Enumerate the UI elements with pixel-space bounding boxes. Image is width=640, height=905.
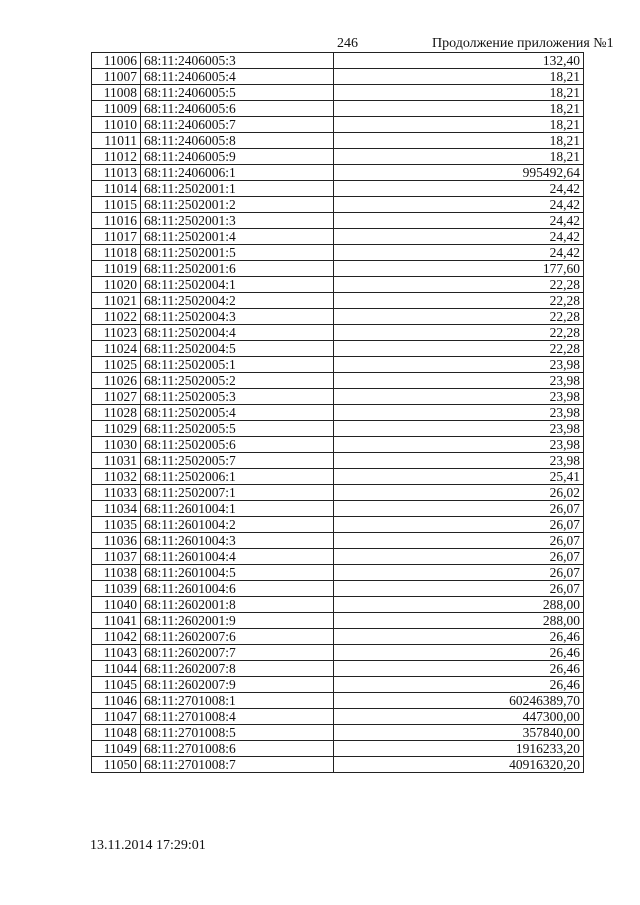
value-cell: 24,42 — [334, 181, 584, 197]
table-row — [92, 741, 584, 757]
row-number-cell: 11023 — [92, 325, 141, 341]
table-row — [92, 373, 584, 389]
cadastral-number-cell: 68:11:2701008:4 — [141, 709, 334, 725]
cadastral-number-cell: 68:11:2602007:8 — [141, 661, 334, 677]
row-number-cell: 11006 — [92, 53, 141, 69]
value-cell: 177,60 — [334, 261, 584, 277]
value-cell: 26,07 — [334, 565, 584, 581]
value-cell: 24,42 — [334, 197, 584, 213]
row-number-cell: 11043 — [92, 645, 141, 661]
row-number-cell: 11028 — [92, 405, 141, 421]
table-row — [92, 693, 584, 709]
value-cell: 18,21 — [334, 85, 584, 101]
value-cell: 357840,00 — [334, 725, 584, 741]
table-row — [92, 293, 584, 309]
row-number-cell: 11036 — [92, 533, 141, 549]
table-row — [92, 389, 584, 405]
continuation-heading: Продолжение приложения №1 — [432, 36, 614, 51]
value-cell: 23,98 — [334, 437, 584, 453]
footer-timestamp: 13.11.2014 17:29:01 — [90, 838, 206, 853]
cadastral-number-cell: 68:11:2502001:4 — [141, 229, 334, 245]
row-number-cell: 11009 — [92, 101, 141, 117]
table-row — [92, 725, 584, 741]
cadastral-number-cell: 68:11:2601004:4 — [141, 549, 334, 565]
cadastral-number-cell: 68:11:2602007:9 — [141, 677, 334, 693]
value-cell: 18,21 — [334, 69, 584, 85]
value-cell: 26,46 — [334, 629, 584, 645]
row-number-cell: 11011 — [92, 133, 141, 149]
value-cell: 22,28 — [334, 325, 584, 341]
cadastral-number-cell: 68:11:2406005:3 — [141, 53, 334, 69]
table-row — [92, 565, 584, 581]
row-number-cell: 11035 — [92, 517, 141, 533]
table-row — [92, 133, 584, 149]
cadastral-number-cell: 68:11:2502001:6 — [141, 261, 334, 277]
cadastral-number-cell: 68:11:2701008:1 — [141, 693, 334, 709]
row-number-cell: 11044 — [92, 661, 141, 677]
table-row — [92, 165, 584, 181]
cadastral-number-cell: 68:11:2502005:1 — [141, 357, 334, 373]
row-number-cell: 11037 — [92, 549, 141, 565]
value-cell: 995492,64 — [334, 165, 584, 181]
cadastral-number-cell: 68:11:2602007:6 — [141, 629, 334, 645]
value-cell: 132,40 — [334, 53, 584, 69]
value-cell: 26,07 — [334, 501, 584, 517]
row-number-cell: 11030 — [92, 437, 141, 453]
table-row — [92, 453, 584, 469]
row-number-cell: 11048 — [92, 725, 141, 741]
row-number-cell: 11021 — [92, 293, 141, 309]
cadastral-number-cell: 68:11:2406005:6 — [141, 101, 334, 117]
row-number-cell: 11013 — [92, 165, 141, 181]
cadastral-number-cell: 68:11:2502005:5 — [141, 421, 334, 437]
cadastral-number-cell: 68:11:2502001:2 — [141, 197, 334, 213]
row-number-cell: 11049 — [92, 741, 141, 757]
value-cell: 23,98 — [334, 357, 584, 373]
row-number-cell: 11047 — [92, 709, 141, 725]
cadastral-number-cell: 68:11:2502006:1 — [141, 469, 334, 485]
row-number-cell: 11019 — [92, 261, 141, 277]
value-cell: 22,28 — [334, 309, 584, 325]
cadastral-number-cell: 68:11:2406006:1 — [141, 165, 334, 181]
value-cell: 40916320,20 — [334, 757, 584, 773]
value-cell: 23,98 — [334, 421, 584, 437]
value-cell: 18,21 — [334, 149, 584, 165]
value-cell: 24,42 — [334, 229, 584, 245]
row-number-cell: 11008 — [92, 85, 141, 101]
cadastral-number-cell: 68:11:2406005:4 — [141, 69, 334, 85]
table-row — [92, 645, 584, 661]
row-number-cell: 11034 — [92, 501, 141, 517]
table-row — [92, 661, 584, 677]
table-row — [92, 533, 584, 549]
row-number-cell: 11045 — [92, 677, 141, 693]
table-row — [92, 53, 584, 69]
row-number-cell: 11020 — [92, 277, 141, 293]
row-number-cell: 11031 — [92, 453, 141, 469]
table-row — [92, 709, 584, 725]
cadastral-number-cell: 68:11:2406005:8 — [141, 133, 334, 149]
table-row — [92, 197, 584, 213]
cadastral-number-cell: 68:11:2502007:1 — [141, 485, 334, 501]
table-row — [92, 485, 584, 501]
value-cell: 22,28 — [334, 277, 584, 293]
table-row — [92, 149, 584, 165]
row-number-cell: 11014 — [92, 181, 141, 197]
cadastral-number-cell: 68:11:2502004:3 — [141, 309, 334, 325]
row-number-cell: 11042 — [92, 629, 141, 645]
cadastral-number-cell: 68:11:2406005:7 — [141, 117, 334, 133]
value-cell: 23,98 — [334, 453, 584, 469]
cadastral-number-cell: 68:11:2701008:5 — [141, 725, 334, 741]
cadastral-number-cell: 68:11:2406005:9 — [141, 149, 334, 165]
row-number-cell: 11018 — [92, 245, 141, 261]
row-number-cell: 11016 — [92, 213, 141, 229]
row-number-cell: 11046 — [92, 693, 141, 709]
cadastral-number-cell: 68:11:2602007:7 — [141, 645, 334, 661]
row-number-cell: 11015 — [92, 197, 141, 213]
value-cell: 288,00 — [334, 613, 584, 629]
value-cell: 23,98 — [334, 405, 584, 421]
row-number-cell: 11027 — [92, 389, 141, 405]
value-cell: 18,21 — [334, 101, 584, 117]
table-row — [92, 341, 584, 357]
cadastral-number-cell: 68:11:2502001:1 — [141, 181, 334, 197]
row-number-cell: 11040 — [92, 597, 141, 613]
table-row — [92, 581, 584, 597]
cadastral-number-cell: 68:11:2502004:2 — [141, 293, 334, 309]
cadastral-number-cell: 68:11:2601004:2 — [141, 517, 334, 533]
value-cell: 1916233,20 — [334, 741, 584, 757]
table-row — [92, 357, 584, 373]
cadastral-number-cell: 68:11:2502005:3 — [141, 389, 334, 405]
table-row — [92, 421, 584, 437]
page-number: 246 — [337, 36, 358, 51]
cadastral-number-cell: 68:11:2502005:4 — [141, 405, 334, 421]
table-row — [92, 597, 584, 613]
value-cell: 24,42 — [334, 245, 584, 261]
cadastral-number-cell: 68:11:2502001:3 — [141, 213, 334, 229]
value-cell: 25,41 — [334, 469, 584, 485]
row-number-cell: 11024 — [92, 341, 141, 357]
value-cell: 26,07 — [334, 533, 584, 549]
value-cell: 18,21 — [334, 117, 584, 133]
registry-table-body — [92, 53, 584, 773]
table-row — [92, 677, 584, 693]
row-number-cell: 11033 — [92, 485, 141, 501]
table-row — [92, 261, 584, 277]
cadastral-number-cell: 68:11:2502004:4 — [141, 325, 334, 341]
cadastral-number-cell: 68:11:2701008:6 — [141, 741, 334, 757]
cadastral-number-cell: 68:11:2601004:3 — [141, 533, 334, 549]
value-cell: 26,46 — [334, 661, 584, 677]
table-row — [92, 405, 584, 421]
cadastral-number-cell: 68:11:2602001:8 — [141, 597, 334, 613]
table-row — [92, 309, 584, 325]
cadastral-number-cell: 68:11:2701008:7 — [141, 757, 334, 773]
row-number-cell: 11032 — [92, 469, 141, 485]
table-row — [92, 245, 584, 261]
cadastral-number-cell: 68:11:2502005:2 — [141, 373, 334, 389]
table-row — [92, 69, 584, 85]
value-cell: 22,28 — [334, 341, 584, 357]
table-row — [92, 277, 584, 293]
value-cell: 18,21 — [334, 133, 584, 149]
value-cell: 26,46 — [334, 677, 584, 693]
cadastral-number-cell: 68:11:2502004:1 — [141, 277, 334, 293]
value-cell: 22,28 — [334, 293, 584, 309]
value-cell: 26,07 — [334, 581, 584, 597]
value-cell: 26,02 — [334, 485, 584, 501]
cadastral-number-cell: 68:11:2502004:5 — [141, 341, 334, 357]
row-number-cell: 11022 — [92, 309, 141, 325]
table-row — [92, 469, 584, 485]
cadastral-number-cell: 68:11:2502005:6 — [141, 437, 334, 453]
table-row — [92, 501, 584, 517]
cadastral-number-cell: 68:11:2601004:1 — [141, 501, 334, 517]
table-row — [92, 229, 584, 245]
row-number-cell: 11025 — [92, 357, 141, 373]
value-cell: 26,07 — [334, 549, 584, 565]
row-number-cell: 11050 — [92, 757, 141, 773]
table-row — [92, 629, 584, 645]
value-cell: 26,46 — [334, 645, 584, 661]
value-cell: 23,98 — [334, 389, 584, 405]
table-row — [92, 213, 584, 229]
row-number-cell: 11039 — [92, 581, 141, 597]
value-cell: 26,07 — [334, 517, 584, 533]
row-number-cell: 11017 — [92, 229, 141, 245]
cadastral-number-cell: 68:11:2602001:9 — [141, 613, 334, 629]
table-row — [92, 549, 584, 565]
registry-table — [91, 52, 584, 773]
value-cell: 447300,00 — [334, 709, 584, 725]
row-number-cell: 11007 — [92, 69, 141, 85]
cadastral-number-cell: 68:11:2406005:5 — [141, 85, 334, 101]
cadastral-number-cell: 68:11:2601004:6 — [141, 581, 334, 597]
value-cell: 60246389,70 — [334, 693, 584, 709]
cadastral-number-cell: 68:11:2502001:5 — [141, 245, 334, 261]
row-number-cell: 11029 — [92, 421, 141, 437]
row-number-cell: 11038 — [92, 565, 141, 581]
value-cell: 24,42 — [334, 213, 584, 229]
row-number-cell: 11041 — [92, 613, 141, 629]
cadastral-number-cell: 68:11:2601004:5 — [141, 565, 334, 581]
table-row — [92, 101, 584, 117]
table-row — [92, 517, 584, 533]
table-row — [92, 437, 584, 453]
table-row — [92, 181, 584, 197]
table-row — [92, 325, 584, 341]
value-cell: 23,98 — [334, 373, 584, 389]
table-row — [92, 117, 584, 133]
table-row — [92, 85, 584, 101]
table-row — [92, 613, 584, 629]
cadastral-number-cell: 68:11:2502005:7 — [141, 453, 334, 469]
row-number-cell: 11026 — [92, 373, 141, 389]
row-number-cell: 11010 — [92, 117, 141, 133]
table-row — [92, 757, 584, 773]
row-number-cell: 11012 — [92, 149, 141, 165]
value-cell: 288,00 — [334, 597, 584, 613]
